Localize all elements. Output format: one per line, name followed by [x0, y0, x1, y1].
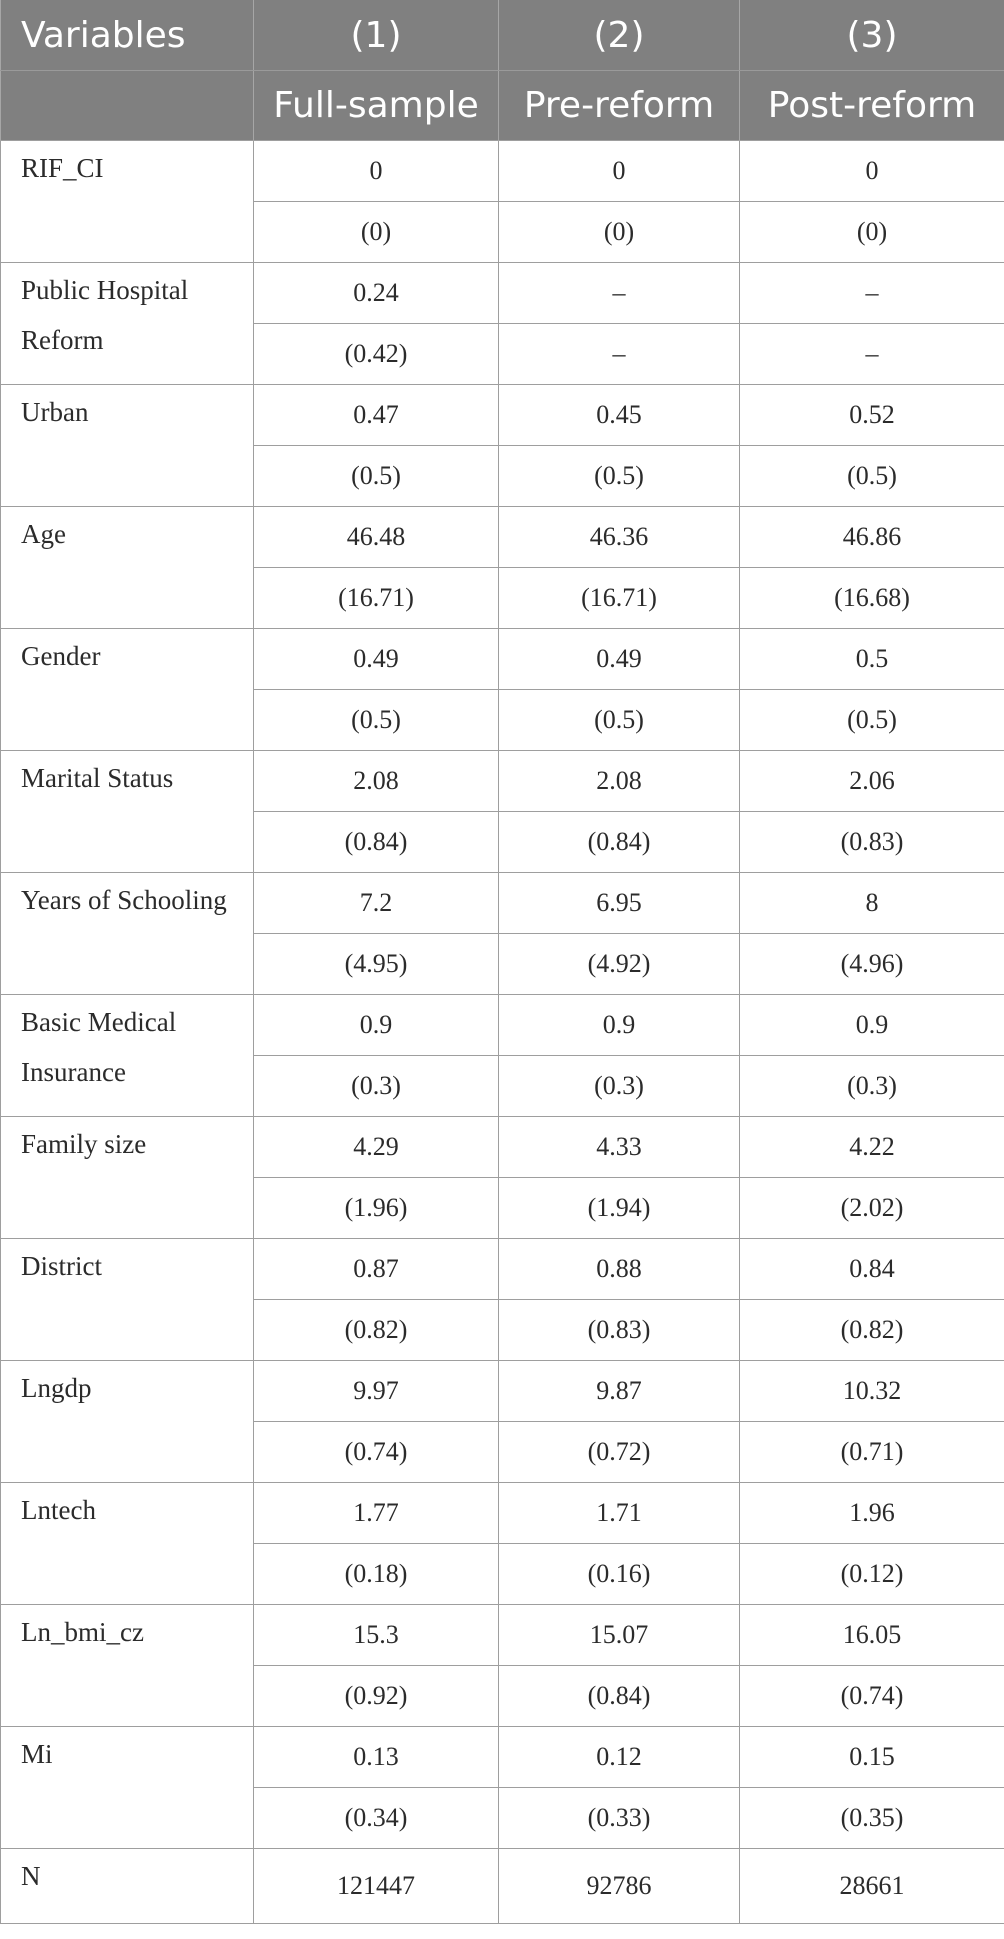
variable-name [1, 141, 254, 263]
n-label-text: N [21, 1861, 41, 1891]
variable-name [1, 385, 254, 507]
sd-cell: (0.18) [254, 1544, 499, 1605]
sd-cell: (0.74) [254, 1422, 499, 1483]
sd-cell: (0.83) [499, 1300, 740, 1361]
mean-cell: 0.9 [499, 995, 740, 1056]
mean-cell: 0.12 [499, 1727, 740, 1788]
variable-name [1, 263, 254, 385]
header-row-labels [1, 71, 1004, 141]
mean-cell: 15.3 [254, 1605, 499, 1666]
mean-cell: 4.29 [254, 1117, 499, 1178]
sd-cell: – [740, 324, 1004, 385]
sd-cell: (0.5) [740, 690, 1004, 751]
mean-cell: 0.13 [254, 1727, 499, 1788]
sd-cell: (0.12) [740, 1544, 1004, 1605]
sd-cell: (0.3) [740, 1056, 1004, 1117]
mean-cell: 0 [254, 141, 499, 202]
sd-cell: (2.02) [740, 1178, 1004, 1239]
table-header [1, 0, 1004, 141]
sd-cell: (16.68) [740, 568, 1004, 629]
variables-header-spacer [1, 71, 254, 141]
variable-name [1, 1483, 254, 1605]
sd-cell: (0.84) [254, 812, 499, 873]
mean-cell: 1.96 [740, 1483, 1004, 1544]
table-row-mean [1, 507, 1004, 568]
column-label-pre-reform: Pre-reform [499, 71, 740, 141]
sd-cell: (0.35) [740, 1788, 1004, 1849]
variable-name [1, 1239, 254, 1361]
sd-cell: (4.92) [499, 934, 740, 995]
mean-cell: 16.05 [740, 1605, 1004, 1666]
sd-cell: (0) [740, 202, 1004, 263]
sd-cell: (0.5) [740, 446, 1004, 507]
mean-cell: – [499, 263, 740, 324]
variable-name-text: Lntech [21, 1495, 96, 1525]
mean-cell: 6.95 [499, 873, 740, 934]
sd-cell: (0) [499, 202, 740, 263]
sd-cell: (0.16) [499, 1544, 740, 1605]
variable-name-text: Ln_bmi_cz [21, 1617, 144, 1647]
table-row-mean [1, 1117, 1004, 1178]
mean-cell: 15.07 [499, 1605, 740, 1666]
variable-name [1, 629, 254, 751]
column-label-full-sample: Full-sample [254, 71, 499, 141]
column-number-2: (2) [499, 0, 740, 71]
table-row-mean [1, 1605, 1004, 1666]
sd-cell: (4.95) [254, 934, 499, 995]
sd-cell: (1.96) [254, 1178, 499, 1239]
sd-cell: (16.71) [254, 568, 499, 629]
column-label-post-reform: Post-reform [740, 71, 1004, 141]
sd-cell: (0) [254, 202, 499, 263]
sd-cell: (0.3) [254, 1056, 499, 1117]
table-body [1, 141, 1004, 1924]
sd-cell: – [499, 324, 740, 385]
table-row-mean [1, 385, 1004, 446]
sd-cell: (0.5) [254, 690, 499, 751]
sd-cell: (0.82) [254, 1300, 499, 1361]
variable-name-text: Mi [21, 1739, 53, 1769]
mean-cell: 0.47 [254, 385, 499, 446]
table-row-mean [1, 873, 1004, 934]
variable-name [1, 507, 254, 629]
sd-cell: (0.82) [740, 1300, 1004, 1361]
mean-cell: 9.97 [254, 1361, 499, 1422]
mean-cell: 0.84 [740, 1239, 1004, 1300]
variable-name-text: Family size [21, 1129, 147, 1159]
table-row-mean [1, 629, 1004, 690]
variable-name [1, 873, 254, 995]
n-cell: 28661 [740, 1849, 1004, 1924]
table-row-n [1, 1849, 1004, 1924]
sd-cell: (0.3) [499, 1056, 740, 1117]
sd-cell: (0.84) [499, 1666, 740, 1727]
variable-name [1, 995, 254, 1117]
mean-cell: 0.88 [499, 1239, 740, 1300]
column-number-3: (3) [740, 0, 1004, 71]
sd-cell: (0.34) [254, 1788, 499, 1849]
sd-cell: (0.5) [254, 446, 499, 507]
mean-cell: 0.45 [499, 385, 740, 446]
sd-cell: (4.96) [740, 934, 1004, 995]
sd-cell: (0.42) [254, 324, 499, 385]
mean-cell: 0.49 [499, 629, 740, 690]
variable-name-text: Marital Status [21, 763, 174, 793]
mean-cell: 4.22 [740, 1117, 1004, 1178]
variable-name-text: District [21, 1251, 102, 1281]
sd-cell: (16.71) [499, 568, 740, 629]
variable-name [1, 1361, 254, 1483]
mean-cell: 2.06 [740, 751, 1004, 812]
sd-cell: (0.33) [499, 1788, 740, 1849]
table-row-mean [1, 1727, 1004, 1788]
variable-name-text: Urban [21, 397, 89, 427]
mean-cell: 0.9 [740, 995, 1004, 1056]
mean-cell: 0.49 [254, 629, 499, 690]
column-number-1: (1) [254, 0, 499, 71]
table-row-mean [1, 1239, 1004, 1300]
sd-cell: (0.71) [740, 1422, 1004, 1483]
n-cell: 92786 [499, 1849, 740, 1924]
n-cell: 121447 [254, 1849, 499, 1924]
variable-name [1, 1727, 254, 1849]
sd-cell: (0.83) [740, 812, 1004, 873]
table-row-mean [1, 263, 1004, 324]
table-row-mean [1, 1483, 1004, 1544]
mean-cell: 10.32 [740, 1361, 1004, 1422]
variable-name-text: RIF_CI [21, 153, 104, 183]
table-row-mean [1, 141, 1004, 202]
mean-cell: 0.52 [740, 385, 1004, 446]
mean-cell: 46.36 [499, 507, 740, 568]
variable-name-text: Public Hospital Reform [21, 275, 189, 355]
variable-name [1, 751, 254, 873]
mean-cell: 0.5 [740, 629, 1004, 690]
mean-cell: 2.08 [499, 751, 740, 812]
sd-cell: (1.94) [499, 1178, 740, 1239]
mean-cell: 8 [740, 873, 1004, 934]
n-label [1, 1849, 254, 1924]
header-row-numbers [1, 0, 1004, 71]
mean-cell: 0 [499, 141, 740, 202]
table-row-mean [1, 995, 1004, 1056]
mean-cell: 2.08 [254, 751, 499, 812]
variables-header: Variables [1, 0, 254, 71]
sd-cell: (0.84) [499, 812, 740, 873]
mean-cell: 4.33 [499, 1117, 740, 1178]
table-row-mean [1, 751, 1004, 812]
mean-cell: 0 [740, 141, 1004, 202]
variable-name-text: Years of Schooling [21, 885, 227, 915]
variable-name-text: Lngdp [21, 1373, 92, 1403]
mean-cell: 0.15 [740, 1727, 1004, 1788]
mean-cell: 0.9 [254, 995, 499, 1056]
sd-cell: (0.72) [499, 1422, 740, 1483]
mean-cell: 46.48 [254, 507, 499, 568]
table-row-mean [1, 1361, 1004, 1422]
variable-name [1, 1117, 254, 1239]
mean-cell: 46.86 [740, 507, 1004, 568]
sd-cell: (0.5) [499, 690, 740, 751]
sd-cell: (0.92) [254, 1666, 499, 1727]
sd-cell: (0.5) [499, 446, 740, 507]
variable-name-text: Gender [21, 641, 101, 671]
sd-cell: (0.74) [740, 1666, 1004, 1727]
variable-name [1, 1605, 254, 1727]
mean-cell: – [740, 263, 1004, 324]
mean-cell: 0.24 [254, 263, 499, 324]
mean-cell: 1.77 [254, 1483, 499, 1544]
variable-name-text: Basic Medical Insurance [21, 1007, 177, 1087]
mean-cell: 0.87 [254, 1239, 499, 1300]
mean-cell: 1.71 [499, 1483, 740, 1544]
variable-name-text: Age [21, 519, 66, 549]
mean-cell: 7.2 [254, 873, 499, 934]
mean-cell: 9.87 [499, 1361, 740, 1422]
